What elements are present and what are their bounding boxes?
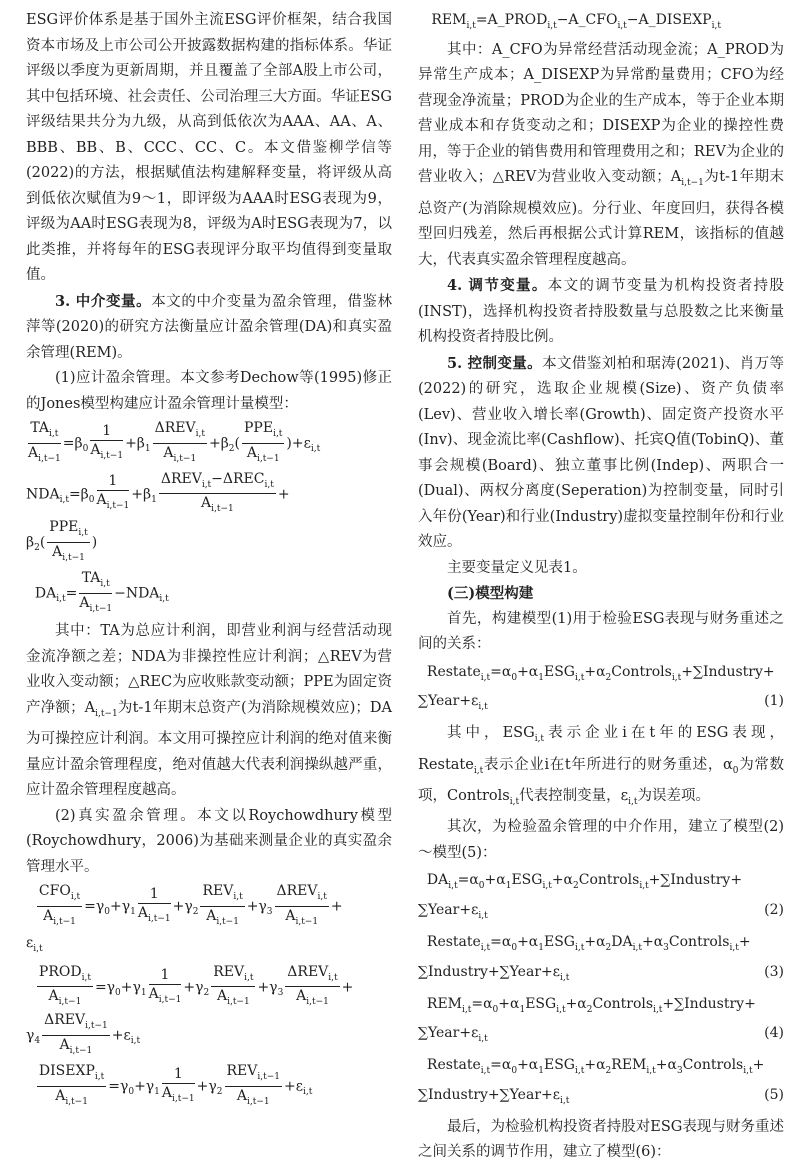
- equation-number-5: (5): [764, 1087, 784, 1104]
- equation-nda: $NDA_{i,t}=\beta_0$ $\frac{1}{A_{i,t-1}}$ $+\beta_1$ $\frac{\Delta REV_{i,t}-\Delta REC_{i,t}}{A_{i,t-1}}$ + $\beta_2$( $\frac{PPE_{i,t}}{A_{i,t-1}}$ ): [26, 470, 290, 563]
- paragraph-moderator: 4. 调节变量。本文的调节变量为机构投资者持股(INST)，选择机构投资者持股数量与总股数之比来衡量机构投资者持股比例。: [418, 277, 785, 346]
- equation-number-1: (1): [764, 693, 784, 710]
- paragraph-table-ref: 主要变量定义见表1。: [447, 559, 587, 576]
- paragraph-controls: 5. 控制变量。本文借鉴刘柏和琚涛(2021)、肖万等(2022)的研究，选取企业规模(Size)、资产负债率(Lev)、营业收入增长率(Growth)、固定资产投资水平(Inv)、现金流比率(Cashflow)、托宾Q值(TobinQ)、董事会规模(Board)、独立董事比例(Indep)、两职合一(Dual)、两权分离度(Seperation)为控制变量，同时引入年份(Year)和行业(Industry)虚拟变量控制年份和行业效应。: [418, 354, 785, 551]
- paragraph-model1-intro: 首先，构建模型(1)用于检验ESG表现与财务重述之间的关系：: [418, 610, 784, 653]
- paragraph-mediator: 3. 中介变量。本文的中介变量为盈余管理，借鉴林萍等(2020)的研究方法衡量应计盈余管理(DA)和真实盈余管理(REM)。: [26, 292, 392, 361]
- equation-model-5: $Restate_{i,t}=\alpha_0+\alpha_1ESG_{i,t}+\alpha_2REM_{i,t}+\alpha_3Controls_{i,t}+$ $\sum Industry+\sum Year+\varepsilon_{i,t}$ (5): [418, 1053, 784, 1113]
- heading-mediator: 3. 中介变量。: [55, 292, 152, 310]
- paragraph-moderation-intro: 最后，为检验机构投资者持股对ESG表现与财务重述之间关系的调节作用，建立了模型(6)：: [418, 1118, 784, 1161]
- equation-disexp: $\frac{DISEXP_{i,t}}{A_{i,t-1}}$ $=\gamma_0+\gamma_1$ $\frac{1}{A_{i,t-1}}$ $+\gamma_2$ $\frac{REV_{i,t-1}}{A_{i,t-1}}$ $+\varepsilon_{i,t}$: [38, 1062, 313, 1107]
- right-column: [418, 8, 784, 1166]
- equation-da: $DA_{i,t}=$ $\frac{TA_{i,t}}{A_{i,t-1}}$ $-NDA_{i,t}$: [26, 569, 169, 614]
- paragraph-esg-rating: ESG评价体系是基于国外主流ESG评价框架，结合我国资本市场及上市公司公开披露数据构建的指标体系。华证评级以季度为更新周期，并且覆盖了全部A股上市公司，其中包括环境、社会责任、公司治理三大方面。华证ESG评级结果共分为九级，从高到低依次为AAA、AA、A、BBB、BB、B、CCC、CC、C。本文借鉴柳学信等(2022)的方法，根据赋值法构建解释变量，将评级从高到低依次赋值为9～1，即评级为AAA时ESG表现为9，评级为AA时ESG表现为8，评级为A时ESG表现为7，以此类推，并将每年的ESG表现评分取平均值得到变量取值。: [26, 12, 392, 283]
- paragraph-mediation-intro: 其次，为检验盈余管理的中介作用，建立了模型(2)～模型(5)：: [418, 819, 784, 861]
- paragraph-accrual-em: (1)应计盈余管理。本文参考Dechow等(1995)修正的Jones模型构建应计盈余管理计量模型：: [26, 370, 392, 412]
- section-heading-model: (三)模型构建: [447, 585, 534, 603]
- equation-number-4: (4): [764, 1025, 784, 1042]
- paragraph-real-em-defs: 其中：A_CFO为异常经营活动现金流；A_PROD为异常生产成本；A_DISEXP为异常酌量费用；CFO为经营现金净流量；PROD为企业的生产成本，等于企业本期营业成本和存货变动之和；DISEXP为企业的操控性费用，等于企业的销售费用和管理费用之和；REV为企业的营业收入；△REV为营业收入变动额；$A_{i,t-1}$为t-1年期末总资产(为消除规模效应)。分行业、年度回归，获得各模型回归残差，然后再根据公式计算REM，该指标的值越大，代表真实盈余管理程度越高。: [418, 41, 784, 268]
- paragraph-real-em: (2)真实盈余管理。本文以Roychowdhury模型(Roychowdhury，2006)为基础来测量企业的真实盈余管理水平。: [26, 807, 392, 875]
- equation-number-2: (2): [764, 902, 784, 919]
- equation-cfo: $\frac{CFO_{i,t}}{A_{i,t-1}}$ $=\gamma_0+\gamma_1$ $\frac{1}{A_{i,t-1}}$ $+\gamma_2$ $\frac{REV_{i,t}}{A_{i,t-1}}$ $+\gamma_3$ $\frac{\Delta REV_{i,t}}{A_{i,t-1}}$ + $\varepsilon_{i,t}$: [26, 883, 343, 954]
- equation-ta: $\frac{TA_{i,t}}{A_{i,t-1}}$ $=\beta_0$ $\frac{1}{A_{i,t-1}}$ $+\beta_1$ $\frac{\Delta REV_{i,t}}{A_{i,t-1}}$ $+\beta_2$( $\frac{PPE_{i,t}}{A_{i,t-1}}$ )$+\varepsilon_{i,t}$: [28, 420, 321, 464]
- equation-number-3: (3): [764, 963, 784, 980]
- equation-model-4: $REM_{i,t}=\alpha_0+\alpha_1ESG_{i,t}+\alpha_2Controls_{i,t}+\sum Industry+$ $\sum Year+\varepsilon_{i,t}$ (4): [418, 992, 784, 1052]
- heading-moderator: 4. 调节变量。: [447, 277, 548, 295]
- equation-model-3: $Restate_{i,t}=\alpha_0+\alpha_1ESG_{i,t}+\alpha_2DA_{i,t}+\alpha_3Controls_{i,t}+$ $\sum Industry+\sum Year+\varepsilon_{i,t}$ (3): [418, 930, 784, 990]
- equation-model-1: $Restate_{i,t}=\alpha_0+\alpha_1ESG_{i,t}+\alpha_2Controls_{i,t}+\sum Industry+$ $\sum Year+\varepsilon_{i,t}$ (1): [418, 660, 784, 720]
- paragraph-variable-defs: 其中：TA为总应计利润，即营业利润与经营活动现金流净额之差；NDA为非操控性应计利润；△REV为营业收入变动额；△REC为应收账款变动额；PPE为固定资产净额；$A_{i,t-1}$为t-1年期末总资产(为消除规模效应)；DA为可操控应计利润。本文用可操控应计利润的绝对值来衡量应计盈余管理程度，绝对值越大代表利润操纵越严重，应计盈余管理程度越高。: [26, 623, 392, 799]
- equation-model-2: $DA_{i,t}=\alpha_0+\alpha_1ESG_{i,t}+\alpha_2Controls_{i,t}+\sum Industry+$ $\sum Year+\varepsilon_{i,t}$ (2): [418, 868, 784, 928]
- left-column: [26, 8, 392, 1112]
- equation-rem: $REM_{i,t}=A\_PROD_{i,t}-A\_CFO_{i,t}-A\_DISEXP_{i,t}$: [418, 12, 721, 31]
- heading-controls: 5. 控制变量。: [447, 354, 543, 372]
- equation-prod: $\frac{PROD_{i,t}}{A_{i,t-1}}$ $=\gamma_0+\gamma_1$ $\frac{1}{A_{i,t-1}}$ $+\gamma_2$ $\frac{REV_{i,t}}{A_{i,t-1}}$ $+\gamma_3$ $\frac{\Delta REV_{i,t}}{A_{i,t-1}}$ + $\gamma_4$ $\frac{\Delta REV_{i,t-1}}{A_{i,t-1}}$ $+\varepsilon_{i,t}$: [26, 963, 354, 1056]
- paragraph-model1-defs: 其中，$ESG_{i,t}$表示企业i在t年的ESG表现，Restate$_{i,t}$表示企业i在t年所进行的财务重述，$\alpha_0$为常数项，Controls$_{i,t}$代表控制变量，$\varepsilon_{i,t}$为误差项。: [418, 725, 785, 807]
